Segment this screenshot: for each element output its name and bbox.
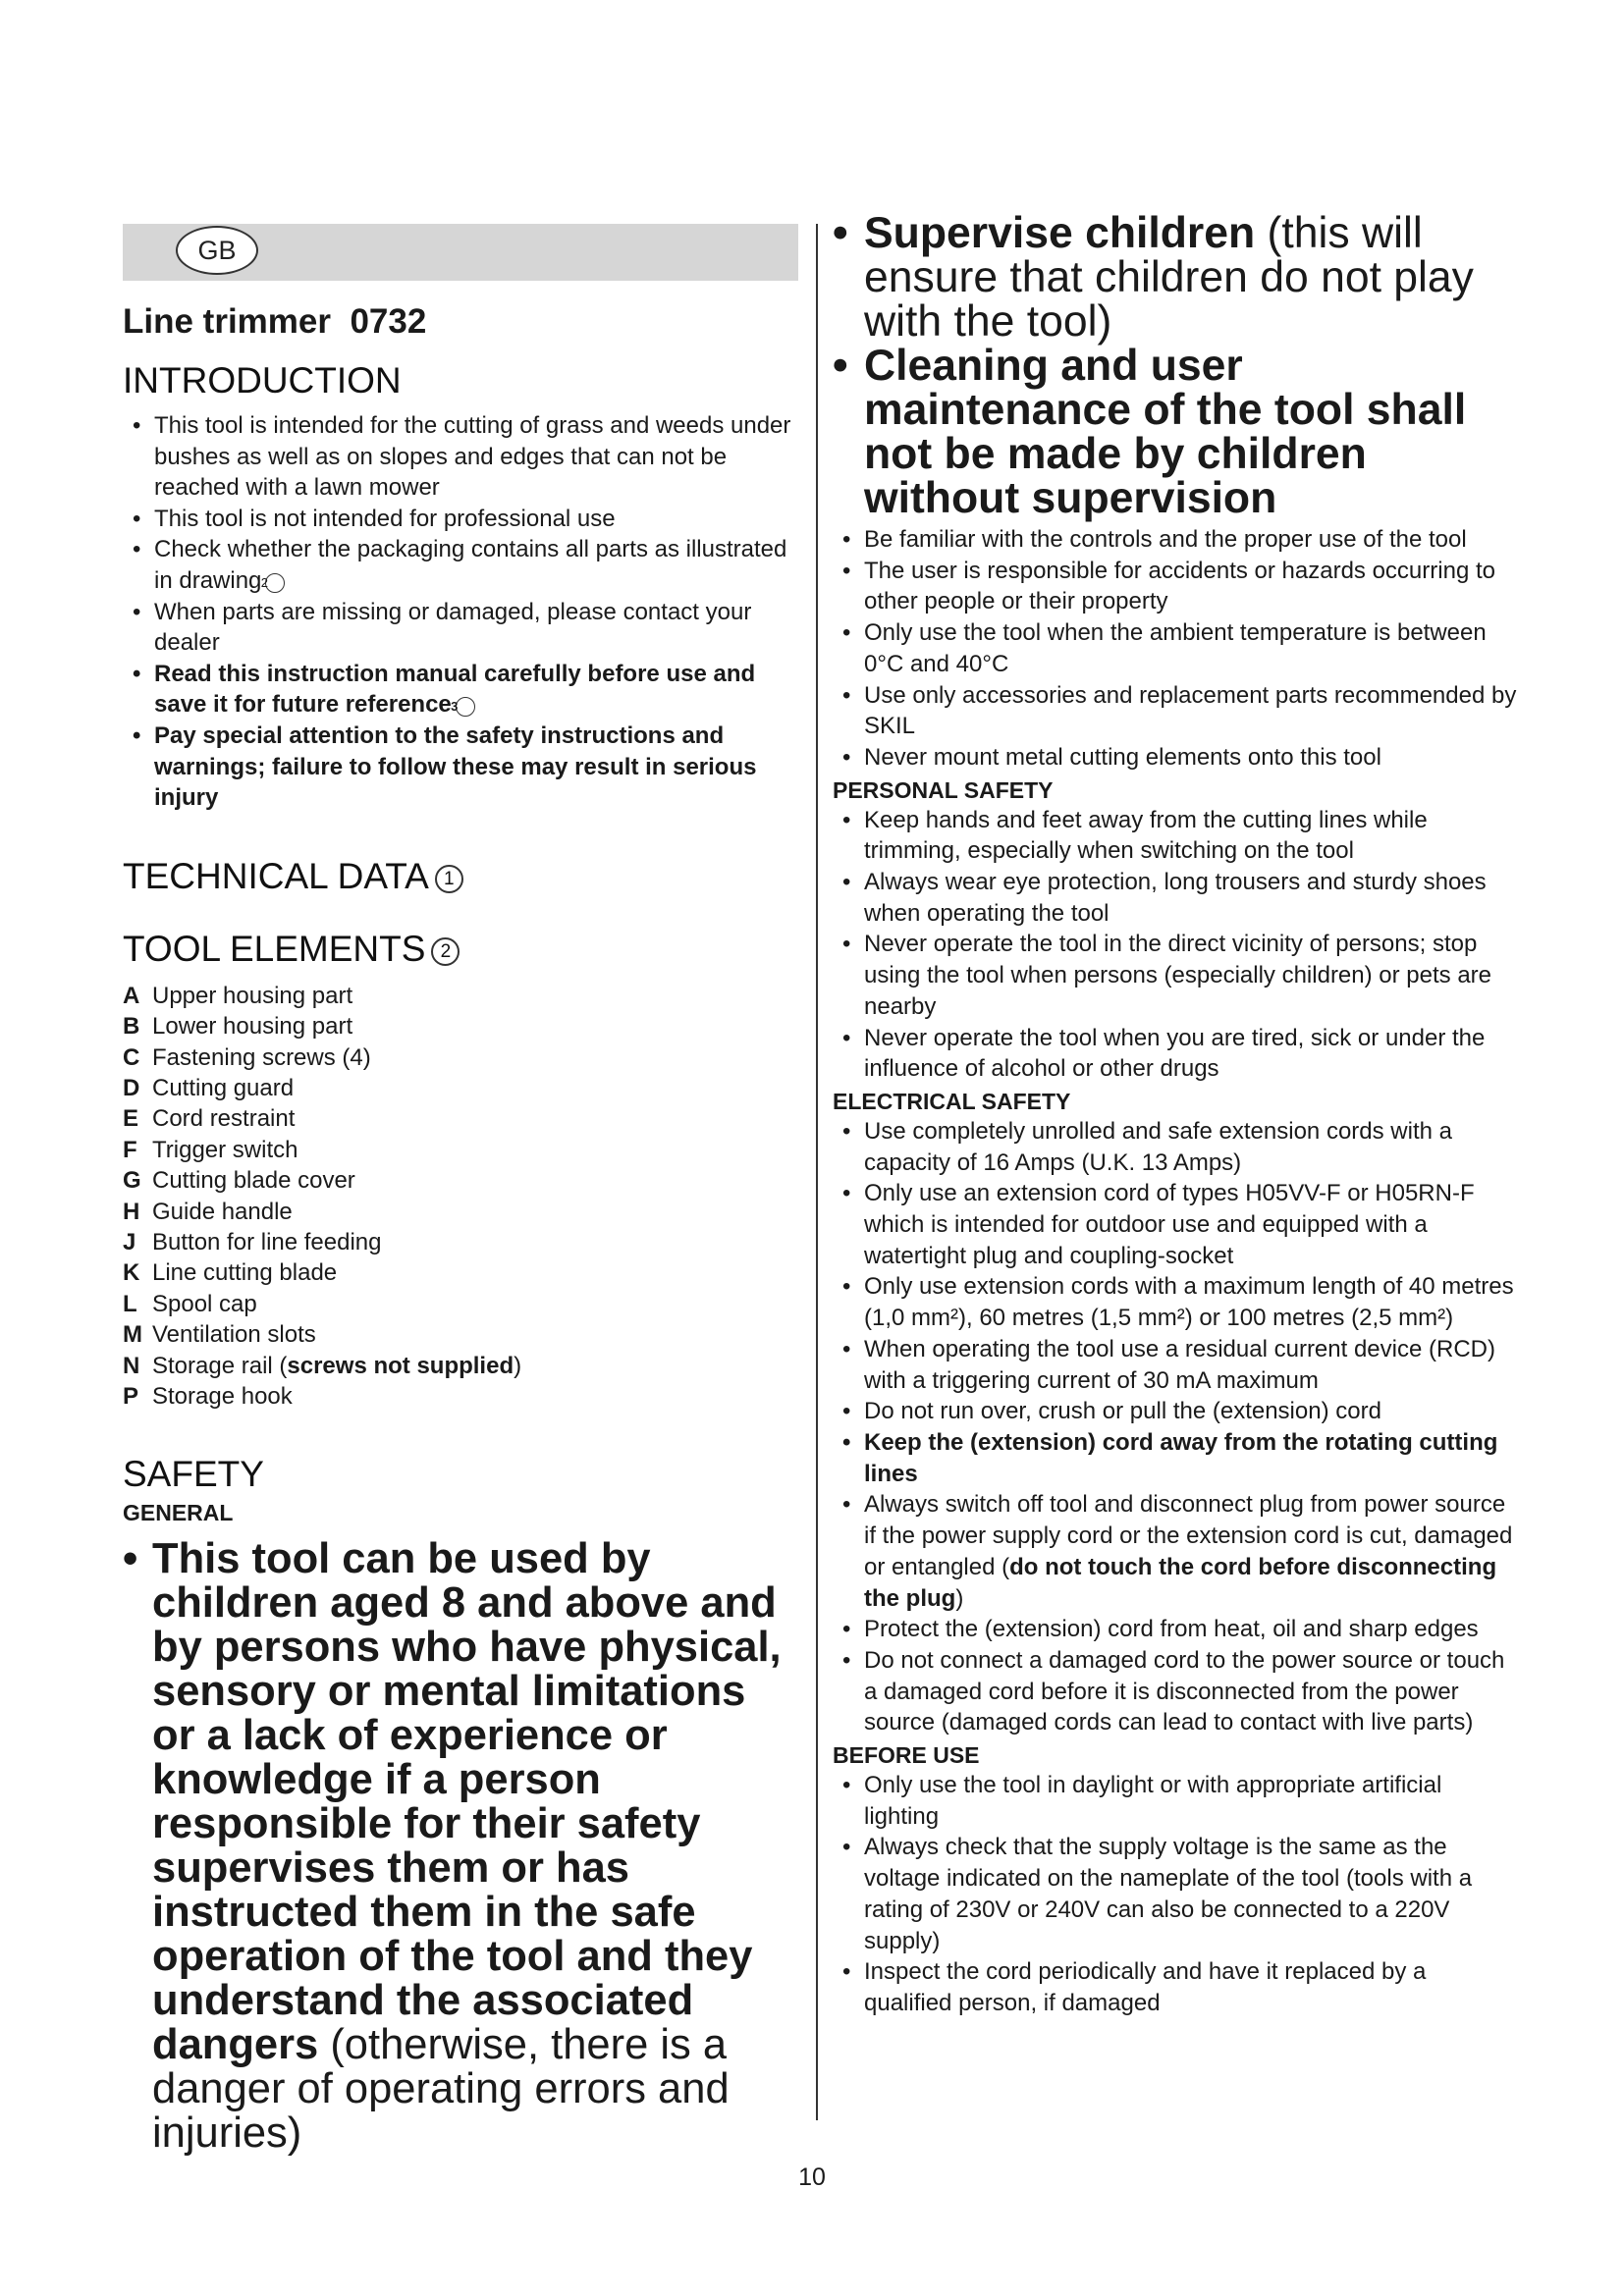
tool-element-row: [123, 1257, 798, 1288]
list-item: [833, 1023, 1520, 1085]
tool-element-letter: H: [123, 1198, 140, 1225]
tool-element-label-end: ): [514, 1352, 522, 1379]
list-item-text: Only use an extension cord of types H05VV-F or H05RN-F which is intended for outdoor use and equipped with a watertight plug and coupling-socket: [864, 1180, 1475, 1269]
technical-data-heading: [123, 855, 798, 898]
column-divider: [816, 224, 818, 2120]
children-warning-bold: This tool can be used by children aged 8 and above and by persons who have physical, sensory or mental limitations or a lack of experience or knowledge if a person responsible for their safety supervises them or has instructed them in the safe operation of the tool and they understand the associated dangers: [152, 1535, 782, 2069]
introduction-heading: INTRODUCTION: [123, 360, 402, 400]
list-item-end-text: ): [955, 1584, 964, 1612]
tool-element-label-bold: screws not supplied: [287, 1352, 514, 1379]
tool-element-letter: L: [123, 1290, 137, 1317]
supervise-children-warning: [833, 211, 1520, 344]
tool-element-letter: M: [123, 1321, 142, 1349]
list-item-text: This tool is intended for the cutting of grass and weeds under bushes as well as on slopes and edges that can not be reached with a lawn mower: [154, 412, 791, 502]
tool-element-label: Cutting guard: [152, 1074, 295, 1101]
figure-ref-circle: 2: [265, 573, 285, 593]
list-item-text: The user is responsible for accidents or hazards occurring to other people or their property: [864, 557, 1495, 615]
tool-element-label: Lower housing part: [152, 1013, 353, 1041]
tool-element-label: Storage rail (: [152, 1352, 288, 1379]
tool-element-letter: A: [123, 982, 140, 1009]
figure-ref-circle: 2: [431, 937, 460, 966]
list-item: [833, 1271, 1520, 1333]
list-item-text: Read this instruction manual carefully before use and save it for future reference: [154, 660, 756, 719]
list-item-text: When parts are missing or damaged, please contact your dealer: [154, 598, 752, 657]
list-item: [833, 1770, 1520, 1832]
list-item: [123, 659, 798, 721]
personal-safety-list: [833, 805, 1520, 1085]
tool-elements-list: [123, 981, 798, 1413]
tool-element-label: Cord restraint: [152, 1105, 296, 1133]
tool-element-letter: C: [123, 1043, 140, 1071]
list-item: [833, 867, 1520, 929]
language-bar: [123, 224, 798, 281]
tool-element-row: [123, 1011, 798, 1041]
list-item-text: Never operate the tool in the direct vicinity of persons; stop using the tool when persons (especially children) or pets are nearby: [864, 931, 1492, 1020]
list-item-text: Keep the (extension) cord away from the rotating cutting lines: [864, 1428, 1498, 1487]
list-item-text: Only use the tool when the ambient temperature is between 0°C and 40°C: [864, 619, 1487, 677]
cleaning-warning: • Cleaning and user maintenance of the tool shall not be made by children without supervision: [833, 344, 1520, 520]
tool-element-row: [123, 1103, 798, 1134]
list-item: [833, 1489, 1520, 1614]
children-warning: [123, 1537, 798, 2156]
list-item-bold-text: do not touch the cord before disconnecting the plug: [864, 1553, 1497, 1612]
list-item: [833, 1178, 1520, 1271]
introduction-list: [123, 410, 798, 814]
list-item: [123, 504, 798, 535]
before-use-list: [833, 1770, 1520, 2019]
list-item: [833, 742, 1520, 774]
list-item-text: Do not connect a damaged cord to the power source or touch a damaged cord before it is disconnected from the power source (damaged cords can lead to contact with live parts): [864, 1646, 1505, 1736]
list-item-text: Always switch off tool and disconnect plug from power source if the power supply cord or the extension cord is cut, damaged or entangled (: [864, 1491, 1513, 1580]
tool-element-row: [123, 1073, 798, 1103]
list-item-text: This tool is not intended for professional use: [154, 505, 616, 532]
list-item-text: Be familiar with the controls and the proper use of the tool: [864, 526, 1467, 553]
tool-element-label: Guide handle: [152, 1198, 293, 1225]
document-title: Line trimmer 0732: [123, 302, 427, 341]
list-item: [123, 721, 798, 814]
tool-element-row: [123, 1165, 798, 1196]
list-item: [123, 597, 798, 659]
list-item: [833, 1427, 1520, 1489]
children-warning-normal: (otherwise, there is a danger of operating errors and injuries): [152, 2021, 730, 2158]
tool-element-label: Spool cap: [152, 1290, 257, 1317]
tool-element-label: Upper housing part: [152, 982, 353, 1009]
list-item-text: Protect the (extension) cord from heat, oil and sharp edges: [864, 1616, 1479, 1643]
list-item-text: Pay special attention to the safety instructions and warnings; failure to follow these may result in serious injury: [154, 721, 757, 812]
list-item-text: Always check that the supply voltage is the same as the voltage indicated on the nameplate of the tool (tools with a rating of 230V or 240V can also be connected to a 220V supply): [864, 1834, 1473, 1954]
list-item-text: Use only accessories and replacement parts recommended by SKIL: [864, 681, 1517, 740]
list-item-text: Only use extension cords with a maximum length of 40 metres (1,0 mm²), 60 metres (1,5 mm²) or 100 metres (2,5 mm²): [864, 1273, 1514, 1332]
list-item-text: Do not run over, crush or pull the (extension) cord: [864, 1398, 1381, 1425]
list-item-text: Check whether the packaging contains all parts as illustrated in drawing: [154, 536, 787, 594]
list-item-text: When operating the tool use a residual current device (RCD) with a triggering current of 30 mA maximum: [864, 1335, 1495, 1394]
list-item-text: Keep hands and feet away from the cutting lines while trimming, especially when switching on the tool: [864, 806, 1428, 865]
electrical-safety-list: [833, 1116, 1520, 1738]
page-number: 10: [798, 2163, 826, 2191]
list-item: [833, 556, 1520, 617]
list-item: [123, 410, 798, 504]
tool-elements-label: TOOL ELEMENTS: [123, 928, 426, 969]
tool-element-label: Storage hook: [152, 1383, 293, 1410]
tool-element-letter: E: [123, 1105, 139, 1133]
tool-element-row: [123, 1319, 798, 1350]
language-badge: GB: [176, 226, 258, 275]
tool-element-row: [123, 1227, 798, 1257]
list-item: [123, 534, 798, 596]
supervise-normal: (this will ensure that children do not play with the tool): [864, 209, 1474, 346]
list-item-text: Only use the tool in daylight or with appropriate artificial lighting: [864, 1772, 1442, 1830]
list-item-text: Never operate the tool when you are tired, sick or under the influence of alcohol or other drugs: [864, 1024, 1486, 1083]
tool-element-row: [123, 1197, 798, 1227]
personal-safety-heading: PERSONAL SAFETY: [833, 776, 1054, 803]
tool-element-letter: F: [123, 1136, 137, 1163]
left-column: [123, 224, 798, 2156]
tool-element-label: Ventilation slots: [152, 1321, 316, 1349]
list-item: [833, 1645, 1520, 1738]
tool-element-letter: J: [123, 1228, 136, 1255]
list-item-text: Never mount metal cutting elements onto this tool: [864, 743, 1381, 771]
tool-element-row: [123, 1381, 798, 1412]
figure-ref-circle: 1: [435, 865, 463, 893]
electrical-safety-heading: ELECTRICAL SAFETY: [833, 1088, 1071, 1114]
list-item: [833, 805, 1520, 867]
list-item: [833, 1334, 1520, 1396]
list-item-text: Inspect the cord periodically and have it replaced by a qualified person, if damaged: [864, 1958, 1427, 2016]
tool-element-label: Trigger switch: [152, 1136, 298, 1163]
list-item: [833, 1116, 1520, 1178]
list-item: [833, 1832, 1520, 1956]
list-item: [833, 929, 1520, 1022]
tool-element-letter: D: [123, 1074, 140, 1101]
tool-element-row: [123, 1289, 798, 1319]
list-item: [833, 524, 1520, 556]
tool-element-letter: K: [123, 1259, 140, 1287]
tool-element-row: [123, 1135, 798, 1165]
list-item: [833, 680, 1520, 742]
tool-element-letter: B: [123, 1013, 140, 1041]
list-item: [833, 617, 1520, 679]
tool-elements-heading: [123, 928, 798, 971]
right-column: [833, 211, 1520, 2019]
supervise-bold: Supervise children: [864, 209, 1256, 257]
general-safety-list: [833, 524, 1520, 774]
tool-element-label: Fastening screws (4): [152, 1043, 371, 1071]
figure-ref-circle: 3: [456, 697, 475, 717]
list-item-text: Always wear eye protection, long trousers and sturdy shoes when operating the tool: [864, 869, 1487, 927]
safety-heading: SAFETY: [123, 1454, 264, 1495]
list-item-text: Use completely unrolled and safe extension cords with a capacity of 16 Amps (U.K. 13 Amps): [864, 1117, 1452, 1176]
tool-element-row: [123, 1042, 798, 1073]
tool-element-label: Cutting blade cover: [152, 1167, 355, 1195]
tool-element-letter: N: [123, 1352, 140, 1379]
tool-element-letter: G: [123, 1167, 141, 1195]
tool-element-row: [123, 1351, 798, 1381]
list-item: [833, 1614, 1520, 1645]
tool-element-row: [123, 981, 798, 1011]
list-item: [833, 1396, 1520, 1427]
tool-element-label: Line cutting blade: [152, 1259, 338, 1287]
tool-element-label: Button for line feeding: [152, 1228, 382, 1255]
technical-data-label: TECHNICAL DATA: [123, 855, 429, 896]
general-subheading: GENERAL: [123, 1500, 234, 1526]
tool-element-letter: P: [123, 1383, 139, 1410]
before-use-heading: BEFORE USE: [833, 1742, 980, 1769]
list-item: [833, 1956, 1520, 2018]
